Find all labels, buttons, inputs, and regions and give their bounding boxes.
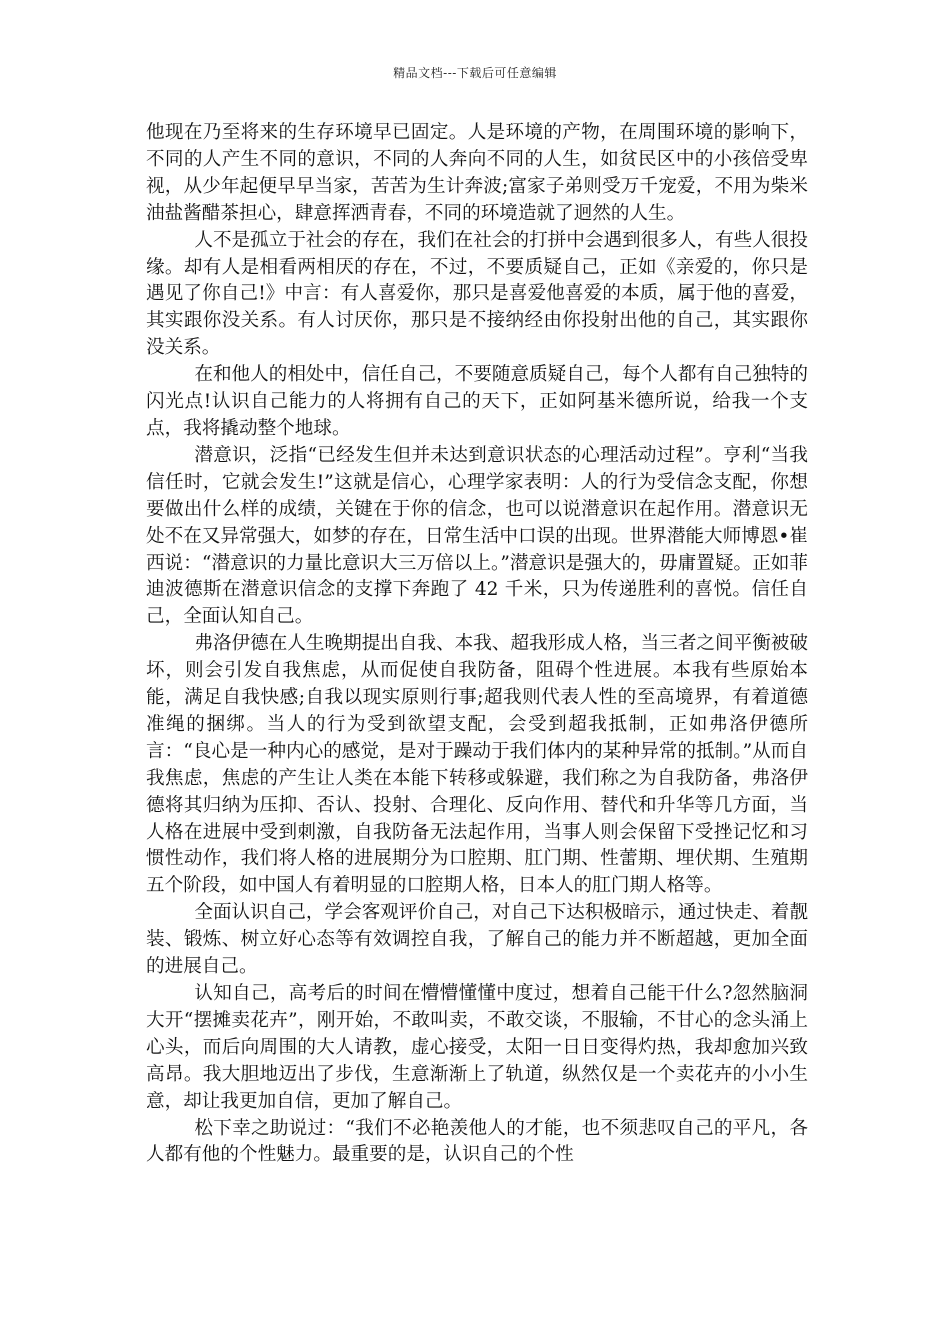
paragraph: 人不是孤立于社会的存在，我们在社会的打拼中会遇到很多人，有些人很投缘。却有人是相看两相厌的存在，不过，不要质疑自己，正如《亲爱的，你只是遇见了你自己!》中言：有人喜爱你，那只是喜爱他喜爱的本质，属于他的喜爱，其实跟你没关系。有人讨厌你，那只是不接纳经由你投射出他的自己，其实跟你没关系。 (146, 229, 808, 359)
paragraph: 认知自己，高考后的时间在懵懵懂懂中度过，想着自己能干什么?忽然脑洞大开“摆摊卖花卉”，刚开始，不敢叫卖，不敢交谈，不服输，不甘心的念头涌上心头，而后向周围的大人请教，虚心接受，太阳一日日变得灼热，我却愈加兴致高昂。我大胆地迈出了步伐，生意渐渐上了轨道，纵然仅是一个卖花卉的小小生意，却让我更加自信，更加了解自己。 (146, 983, 808, 1112)
paragraph: 全面认识自己，学会客观评价自己，对自己下达积极暗示，通过快走、着靓装、锻炼、树立好心态等有效调控自我，了解自己的能力并不断超越，更加全面的进展自己。 (146, 902, 808, 978)
paragraph: 潜意识，泛指“已经发生但并未达到意识状态的心理活动过程”。亨利“当我信任时，它就会发生!”这就是信心，心理学家表明：人的行为受信念支配，你想要做出什么样的成绩，关键在于你的信念，也可以说潜意识在起作用。潜意识无处不在又异常强大，如梦的存在，日常生活中口误的出现。世界潜能大师博恩•崔西说：“潜意识的力量比意识大三万倍以上。”潜意识是强大的，毋庸置疑。正如菲迪波德斯在潜意识信念的支撑下奔跑了 42 千米，只为传递胜利的喜悦。信任自己，全面认知自己。 (146, 444, 808, 628)
paragraph-continued: 他现在乃至将来的生存环境早已固定。人是环境的产物，在周围环境的影响下，不同的人产生不同的意识，不同的人奔向不同的人生，如贫民区中的小孩倍受卑视，从少年起便早早当家，苦苦为生计奔波;富家子弟则受万千宠爱，不用为柴米油盐酱醋茶担心，肆意挥洒青春，不同的环境造就了迥然的人生。 (146, 122, 808, 224)
page-header: 精品文档---下载后可任意编辑 (393, 66, 557, 80)
paragraph: 在和他人的相处中，信任自己，不要随意质疑自己，每个人都有自己独特的闪光点!认识自己能力的人将拥有自己的天下，正如阿基米德所说，给我一个支点，我将撬动整个地球。 (146, 364, 808, 439)
paragraph: 弗洛伊德在人生晚期提出自我、本我、超我形成人格，当三者之间平衡被破坏，则会引发自我焦虑，从而促使自我防备，阻碍个性进展。本我有些原始本能，满足自我快感;自我以现实原则行事;超我则代表人性的至高境界，有着道德准绳的捆绑。当人的行为受到欲望支配，会受到超我抵制，正如弗洛伊德所言：“良心是一种内心的感觉，是对于躁动于我们体内的某种异常的抵制。”从而自我焦虑，焦虑的产生让人类在本能下转移或躲避，我们称之为自我防备，弗洛伊德将其归纳为压抑、否认、投射、合理化、反向作用、替代和升华等几方面，当人格在进展中受到刺激，自我防备无法起作用，当事人则会保留下受挫记忆和习惯性动作，我们将人格的进展期分为口腔期、肛门期、性蕾期、埋伏期、生殖期五个阶段，如中国人有着明显的口腔期人格，日本人的肛门期人格等。 (146, 633, 808, 897)
paragraph: 松下幸之助说过：“我们不必艳羡他人的才能，也不须悲叹自己的平凡，各人都有他的个性魅力。最重要的是，认识自己的个性 (146, 1117, 808, 1166)
article-body (146, 120, 808, 1169)
